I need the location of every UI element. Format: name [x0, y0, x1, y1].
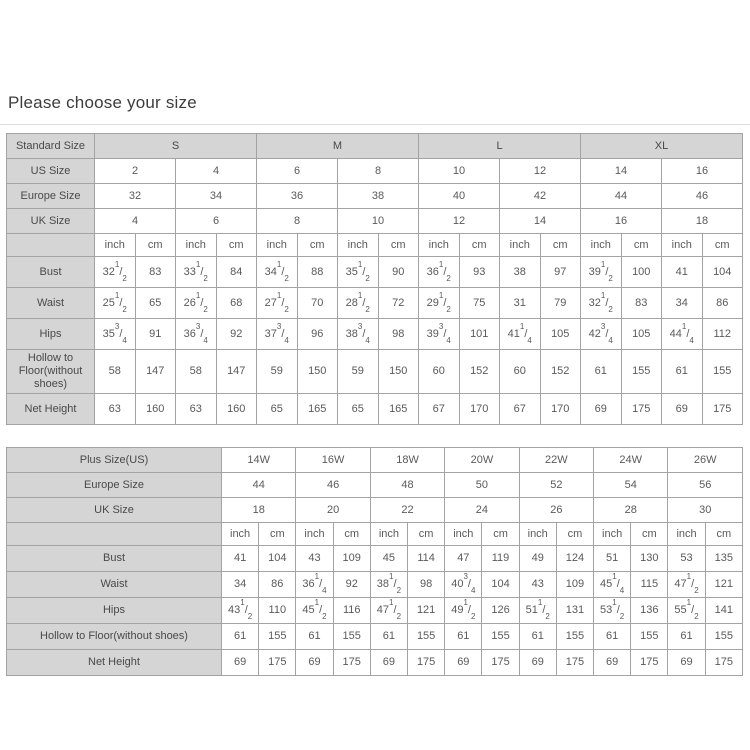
table-row: [7, 650, 743, 676]
size-value-cell: 10: [419, 159, 500, 184]
measure-value-cell: 155: [631, 624, 668, 650]
unit-header-cell: cm: [259, 523, 296, 546]
measure-value-cell: 175: [333, 650, 370, 676]
measure-value-cell: 83: [621, 288, 662, 319]
measure-value-cell: 150: [297, 350, 338, 394]
measure-value-cell: 65: [338, 394, 379, 425]
table-row: [7, 319, 743, 350]
measure-value-cell: 43: [296, 546, 333, 572]
measure-value-cell: 69: [594, 650, 631, 676]
measure-value-cell: 69: [370, 650, 407, 676]
measure-value-cell: 115: [631, 572, 668, 598]
size-value-cell: 20: [296, 498, 370, 523]
measure-value-cell: 61: [581, 350, 622, 394]
measure-value-cell: 175: [702, 394, 743, 425]
measure-value-cell: 141: [705, 598, 742, 624]
row-label-cell: Bust: [7, 257, 95, 288]
measure-value-cell: $45^1/_4$: [594, 572, 631, 598]
measure-value-cell: 69: [581, 394, 622, 425]
measure-value-cell: 70: [297, 288, 338, 319]
size-value-cell: 18: [662, 209, 743, 234]
measure-value-cell: 92: [333, 572, 370, 598]
unit-header-cell: inch: [370, 523, 407, 546]
measure-value-cell: 60: [419, 350, 460, 394]
measure-value-cell: $38^1/_2$: [370, 572, 407, 598]
measure-value-cell: 83: [135, 257, 176, 288]
measure-value-cell: 61: [296, 624, 333, 650]
row-label-cell: US Size: [7, 159, 95, 184]
measure-value-cell: 155: [702, 350, 743, 394]
size-value-cell: 42: [500, 184, 581, 209]
unit-header-cell: inch: [222, 523, 259, 546]
measure-value-cell: $47^1/_2$: [370, 598, 407, 624]
measure-value-cell: 67: [419, 394, 460, 425]
measure-value-cell: $49^1/_2$: [445, 598, 482, 624]
measure-value-cell: 61: [662, 350, 703, 394]
measure-value-cell: 93: [459, 257, 500, 288]
measure-value-cell: $36^1/_4$: [296, 572, 333, 598]
measure-value-cell: 68: [216, 288, 257, 319]
measure-value-cell: $27^1/_2$: [257, 288, 298, 319]
measure-value-cell: 170: [459, 394, 500, 425]
size-value-cell: 30: [668, 498, 743, 523]
measure-value-cell: 61: [370, 624, 407, 650]
measure-value-cell: 58: [95, 350, 136, 394]
measure-value-cell: 109: [333, 546, 370, 572]
measure-value-cell: 121: [408, 598, 445, 624]
size-value-cell: 28: [594, 498, 668, 523]
measure-value-cell: 34: [662, 288, 703, 319]
row-label-cell: [7, 234, 95, 257]
measure-value-cell: 65: [135, 288, 176, 319]
size-value-cell: 46: [662, 184, 743, 209]
group-header-cell: XL: [581, 134, 743, 159]
measure-value-cell: $44^1/_4$: [662, 319, 703, 350]
measure-value-cell: 165: [297, 394, 338, 425]
unit-header-cell: cm: [297, 234, 338, 257]
table-row: [7, 448, 743, 473]
row-label-cell: Bust: [7, 546, 222, 572]
measure-value-cell: 96: [297, 319, 338, 350]
measure-value-cell: 136: [631, 598, 668, 624]
unit-header-cell: inch: [257, 234, 298, 257]
group-header-cell: M: [257, 134, 419, 159]
measure-value-cell: $51^1/_2$: [519, 598, 556, 624]
size-value-cell: 44: [581, 184, 662, 209]
measure-value-cell: 34: [222, 572, 259, 598]
measure-value-cell: 53: [668, 546, 705, 572]
unit-header-cell: inch: [338, 234, 379, 257]
group-header-cell: 14W: [222, 448, 296, 473]
unit-header-cell: inch: [176, 234, 217, 257]
table-row: [7, 159, 743, 184]
size-value-cell: 8: [338, 159, 419, 184]
measure-value-cell: 155: [408, 624, 445, 650]
unit-header-cell: cm: [556, 523, 593, 546]
measure-value-cell: 160: [135, 394, 176, 425]
table-row: [7, 473, 743, 498]
size-value-cell: 16: [662, 159, 743, 184]
measure-value-cell: 121: [705, 572, 742, 598]
group-header-cell: 26W: [668, 448, 743, 473]
measure-value-cell: 109: [556, 572, 593, 598]
measure-value-cell: 110: [259, 598, 296, 624]
measure-value-cell: $47^1/_2$: [668, 572, 705, 598]
measure-value-cell: 61: [519, 624, 556, 650]
measure-value-cell: 65: [257, 394, 298, 425]
measure-value-cell: 79: [540, 288, 581, 319]
measure-value-cell: 152: [459, 350, 500, 394]
size-value-cell: 4: [95, 209, 176, 234]
size-value-cell: 52: [519, 473, 593, 498]
size-value-cell: 32: [95, 184, 176, 209]
unit-header-cell: inch: [668, 523, 705, 546]
group-header-cell: 18W: [370, 448, 444, 473]
size-value-cell: 14: [500, 209, 581, 234]
size-value-cell: 34: [176, 184, 257, 209]
measure-value-cell: 72: [378, 288, 419, 319]
measure-value-cell: $36^1/_2$: [419, 257, 460, 288]
measure-value-cell: $43^1/_2$: [222, 598, 259, 624]
unit-header-cell: inch: [95, 234, 136, 257]
measure-value-cell: 126: [482, 598, 519, 624]
divider: [0, 124, 750, 125]
group-header-cell: 22W: [519, 448, 593, 473]
measure-value-cell: $35^1/_2$: [338, 257, 379, 288]
corner-label-cell: Plus Size(US): [7, 448, 222, 473]
measure-value-cell: 51: [594, 546, 631, 572]
measure-value-cell: 155: [705, 624, 742, 650]
measure-value-cell: 105: [621, 319, 662, 350]
size-value-cell: 2: [95, 159, 176, 184]
measure-value-cell: 124: [556, 546, 593, 572]
measure-value-cell: 61: [445, 624, 482, 650]
standard-size-table-container: [6, 133, 744, 425]
measure-value-cell: 86: [259, 572, 296, 598]
measure-value-cell: 69: [222, 650, 259, 676]
table-row: [7, 624, 743, 650]
row-label-cell: Hips: [7, 598, 222, 624]
group-header-cell: 16W: [296, 448, 370, 473]
measure-value-cell: $33^1/_2$: [176, 257, 217, 288]
size-value-cell: 4: [176, 159, 257, 184]
measure-value-cell: 119: [482, 546, 519, 572]
group-header-cell: 20W: [445, 448, 519, 473]
size-value-cell: 6: [257, 159, 338, 184]
row-label-cell: Hollow to Floor(without shoes): [7, 350, 95, 394]
unit-header-cell: inch: [500, 234, 541, 257]
measure-value-cell: 114: [408, 546, 445, 572]
table-row: [7, 498, 743, 523]
page-title: Please choose your size: [8, 93, 197, 112]
size-value-cell: 50: [445, 473, 519, 498]
measure-value-cell: $39^1/_2$: [581, 257, 622, 288]
table-row: [7, 184, 743, 209]
measure-value-cell: 104: [482, 572, 519, 598]
measure-value-cell: 155: [621, 350, 662, 394]
table-row: [7, 209, 743, 234]
measure-value-cell: 116: [333, 598, 370, 624]
measure-value-cell: 105: [540, 319, 581, 350]
measure-value-cell: 97: [540, 257, 581, 288]
measure-value-cell: 61: [222, 624, 259, 650]
measure-value-cell: 131: [556, 598, 593, 624]
measure-value-cell: 63: [176, 394, 217, 425]
size-value-cell: 18: [222, 498, 296, 523]
measure-value-cell: 41: [662, 257, 703, 288]
unit-header-cell: inch: [445, 523, 482, 546]
measure-value-cell: 90: [378, 257, 419, 288]
unit-header-cell: cm: [631, 523, 668, 546]
row-label-cell: Europe Size: [7, 184, 95, 209]
unit-header-cell: cm: [459, 234, 500, 257]
measure-value-cell: $32^1/_2$: [581, 288, 622, 319]
row-label-cell: Hollow to Floor(without shoes): [7, 624, 222, 650]
measure-value-cell: 69: [519, 650, 556, 676]
measure-value-cell: 175: [705, 650, 742, 676]
size-value-cell: 38: [338, 184, 419, 209]
measure-value-cell: 130: [631, 546, 668, 572]
group-header-cell: S: [95, 134, 257, 159]
size-value-cell: 36: [257, 184, 338, 209]
measure-value-cell: $32^1/_2$: [95, 257, 136, 288]
unit-header-cell: inch: [594, 523, 631, 546]
measure-value-cell: 101: [459, 319, 500, 350]
table-row: [7, 394, 743, 425]
measure-value-cell: 135: [705, 546, 742, 572]
measure-value-cell: 155: [482, 624, 519, 650]
table-row: [7, 257, 743, 288]
measure-value-cell: $29^1/_2$: [419, 288, 460, 319]
unit-header-cell: inch: [662, 234, 703, 257]
row-label-cell: Europe Size: [7, 473, 222, 498]
standard-size-table: [6, 133, 743, 425]
measure-value-cell: $34^1/_2$: [257, 257, 298, 288]
row-label-cell: [7, 523, 222, 546]
measure-value-cell: 175: [482, 650, 519, 676]
group-header-cell: 24W: [594, 448, 668, 473]
measure-value-cell: 61: [668, 624, 705, 650]
measure-value-cell: 98: [408, 572, 445, 598]
measure-value-cell: $39^3/_4$: [419, 319, 460, 350]
measure-value-cell: 160: [216, 394, 257, 425]
measure-value-cell: 59: [338, 350, 379, 394]
unit-header-cell: cm: [705, 523, 742, 546]
measure-value-cell: 104: [702, 257, 743, 288]
measure-value-cell: $55^1/_2$: [668, 598, 705, 624]
measure-value-cell: $28^1/_2$: [338, 288, 379, 319]
measure-value-cell: 91: [135, 319, 176, 350]
unit-header-cell: inch: [296, 523, 333, 546]
unit-header-cell: cm: [408, 523, 445, 546]
size-value-cell: 22: [370, 498, 444, 523]
measure-value-cell: 49: [519, 546, 556, 572]
unit-header-cell: cm: [702, 234, 743, 257]
unit-header-cell: inch: [581, 234, 622, 257]
plus-size-table: [6, 447, 743, 676]
measure-value-cell: 152: [540, 350, 581, 394]
size-value-cell: 24: [445, 498, 519, 523]
size-value-cell: 56: [668, 473, 743, 498]
measure-value-cell: 147: [216, 350, 257, 394]
measure-value-cell: 69: [662, 394, 703, 425]
size-value-cell: 6: [176, 209, 257, 234]
table-row: [7, 523, 743, 546]
measure-value-cell: 175: [408, 650, 445, 676]
size-value-cell: 16: [581, 209, 662, 234]
table-row: [7, 350, 743, 394]
measure-value-cell: 155: [333, 624, 370, 650]
size-value-cell: 44: [222, 473, 296, 498]
size-value-cell: 12: [500, 159, 581, 184]
unit-header-cell: cm: [378, 234, 419, 257]
measure-value-cell: 69: [296, 650, 333, 676]
measure-value-cell: 75: [459, 288, 500, 319]
measure-value-cell: 112: [702, 319, 743, 350]
size-value-cell: 10: [338, 209, 419, 234]
measure-value-cell: $37^3/_4$: [257, 319, 298, 350]
unit-header-cell: inch: [419, 234, 460, 257]
measure-value-cell: 69: [445, 650, 482, 676]
measure-value-cell: $45^1/_2$: [296, 598, 333, 624]
measure-value-cell: 67: [500, 394, 541, 425]
measure-value-cell: $38^3/_4$: [338, 319, 379, 350]
unit-header-cell: cm: [216, 234, 257, 257]
measure-value-cell: 86: [702, 288, 743, 319]
measure-value-cell: $35^3/_4$: [95, 319, 136, 350]
size-value-cell: 12: [419, 209, 500, 234]
measure-value-cell: $53^1/_2$: [594, 598, 631, 624]
measure-value-cell: 100: [621, 257, 662, 288]
measure-value-cell: 175: [621, 394, 662, 425]
measure-value-cell: 175: [556, 650, 593, 676]
row-label-cell: Waist: [7, 572, 222, 598]
measure-value-cell: $36^3/_4$: [176, 319, 217, 350]
row-label-cell: Net Height: [7, 650, 222, 676]
unit-header-cell: cm: [135, 234, 176, 257]
measure-value-cell: 38: [500, 257, 541, 288]
measure-value-cell: 165: [378, 394, 419, 425]
measure-value-cell: 63: [95, 394, 136, 425]
unit-header-cell: cm: [482, 523, 519, 546]
measure-value-cell: $25^1/_2$: [95, 288, 136, 319]
measure-value-cell: 175: [631, 650, 668, 676]
size-value-cell: 14: [581, 159, 662, 184]
measure-value-cell: $26^1/_2$: [176, 288, 217, 319]
measure-value-cell: $41^1/_4$: [500, 319, 541, 350]
row-label-cell: Net Height: [7, 394, 95, 425]
size-value-cell: 54: [594, 473, 668, 498]
table-row: [7, 598, 743, 624]
measure-value-cell: 61: [594, 624, 631, 650]
measure-value-cell: $42^3/_4$: [581, 319, 622, 350]
plus-size-table-container: [6, 447, 744, 676]
measure-value-cell: 104: [259, 546, 296, 572]
table-row: [7, 546, 743, 572]
row-label-cell: UK Size: [7, 209, 95, 234]
measure-value-cell: 92: [216, 319, 257, 350]
size-value-cell: 26: [519, 498, 593, 523]
measure-value-cell: 155: [259, 624, 296, 650]
row-label-cell: UK Size: [7, 498, 222, 523]
measure-value-cell: 60: [500, 350, 541, 394]
unit-header-cell: inch: [519, 523, 556, 546]
size-value-cell: 8: [257, 209, 338, 234]
measure-value-cell: 150: [378, 350, 419, 394]
measure-value-cell: 59: [257, 350, 298, 394]
measure-value-cell: 170: [540, 394, 581, 425]
row-label-cell: Hips: [7, 319, 95, 350]
size-value-cell: 48: [370, 473, 444, 498]
unit-header-cell: cm: [333, 523, 370, 546]
corner-label-cell: Standard Size: [7, 134, 95, 159]
measure-value-cell: $40^3/_4$: [445, 572, 482, 598]
measure-value-cell: 98: [378, 319, 419, 350]
measure-value-cell: 58: [176, 350, 217, 394]
unit-header-cell: cm: [621, 234, 662, 257]
measure-value-cell: 41: [222, 546, 259, 572]
row-label-cell: Waist: [7, 288, 95, 319]
table-row: [7, 234, 743, 257]
measure-value-cell: 88: [297, 257, 338, 288]
measure-value-cell: 147: [135, 350, 176, 394]
size-value-cell: 46: [296, 473, 370, 498]
table-row: [7, 572, 743, 598]
measure-value-cell: 45: [370, 546, 407, 572]
table-row: [7, 288, 743, 319]
measure-value-cell: 31: [500, 288, 541, 319]
group-header-cell: L: [419, 134, 581, 159]
measure-value-cell: 69: [668, 650, 705, 676]
measure-value-cell: 84: [216, 257, 257, 288]
unit-header-cell: cm: [540, 234, 581, 257]
size-value-cell: 40: [419, 184, 500, 209]
table-row: [7, 134, 743, 159]
measure-value-cell: 155: [556, 624, 593, 650]
measure-value-cell: 47: [445, 546, 482, 572]
measure-value-cell: 43: [519, 572, 556, 598]
measure-value-cell: 175: [259, 650, 296, 676]
